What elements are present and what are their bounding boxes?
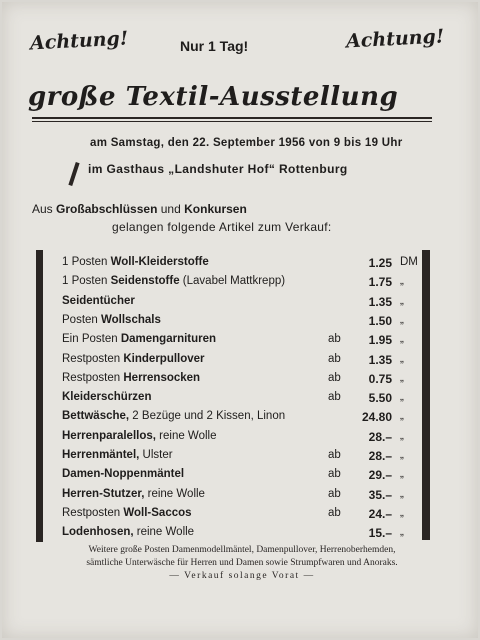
item-price: 1.35	[368, 352, 392, 367]
item-name	[62, 353, 205, 365]
item-pre: Restposten	[62, 352, 124, 365]
item-main: Woll-Saccos	[123, 506, 192, 519]
item-price: 15.–	[368, 526, 392, 541]
item-post: reine Wolle	[144, 487, 205, 500]
item-price-prefix: ab	[328, 352, 341, 365]
headline-underline-2	[32, 121, 432, 122]
item-main: Herrensocken	[123, 371, 201, 384]
item-name	[62, 410, 285, 422]
item-unit: „	[400, 275, 404, 288]
headline: große Textil-Ausstellung	[28, 82, 399, 112]
item-unit: „	[400, 294, 404, 307]
header-right-word: Achtung!	[345, 25, 445, 53]
item-price: 1.50	[368, 313, 392, 328]
item-main: Herrenmäntel,	[62, 449, 140, 461]
price-row	[62, 468, 422, 487]
date-line: am Samstag, den 22. September 1956 von 9 bis 19 Uhr	[90, 137, 403, 149]
item-main: Wollschals	[101, 313, 161, 326]
venue-line	[88, 162, 348, 176]
item-unit: „	[400, 449, 404, 461]
item-post: 2 Bezüge und 2 Kissen, Linon	[129, 410, 286, 423]
price-row	[62, 488, 422, 507]
item-price-prefix: ab	[328, 506, 341, 519]
item-name	[62, 275, 285, 287]
item-unit: „	[400, 371, 404, 384]
item-pre: Posten	[62, 313, 101, 326]
item-unit: „	[400, 487, 404, 500]
price-row	[62, 391, 422, 410]
price-row	[62, 507, 422, 526]
item-price: 1.95	[368, 333, 392, 348]
item-unit: „	[400, 429, 404, 442]
footer-line-1: Weitere große Posten Damenmodellmäntel, Damenpullover, Herrenoberhemden,	[88, 545, 396, 555]
item-pre: Restposten	[62, 506, 124, 519]
item-post: Ulster	[139, 449, 173, 461]
item-main: Woll-Kleiderstoffe	[110, 256, 209, 268]
item-price: 35.–	[368, 487, 392, 502]
item-main: Damengarnituren	[120, 333, 217, 346]
headline-underline-1	[32, 117, 432, 119]
item-name	[62, 507, 192, 519]
item-price-prefix: ab	[328, 391, 341, 404]
price-row	[62, 353, 422, 372]
item-main: Damen-Noppenmäntel	[62, 468, 185, 481]
price-row	[62, 295, 422, 314]
intro-word-aus: Aus	[32, 202, 53, 216]
item-unit: „	[400, 313, 404, 326]
item-name	[62, 430, 216, 442]
item-unit: „	[400, 526, 404, 539]
item-name	[62, 488, 205, 500]
footer-line-3: — Verkauf solange Vorat —	[169, 571, 315, 581]
price-row	[62, 314, 422, 333]
price-row	[62, 275, 422, 294]
item-name	[62, 449, 173, 461]
item-name	[62, 256, 209, 268]
item-price: 1.75	[368, 275, 392, 290]
item-unit: „	[400, 333, 404, 346]
item-main: Bettwäsche,	[62, 410, 130, 423]
hand-mark	[68, 162, 79, 186]
item-pre: Restposten	[62, 371, 124, 384]
item-price: 28.–	[368, 429, 392, 444]
item-post: (Lavabel Mattkrepp)	[179, 275, 286, 288]
item-main: Kinderpullover	[123, 352, 205, 365]
item-price: 28.–	[368, 449, 392, 463]
item-price: 5.50	[368, 391, 392, 406]
price-row	[62, 410, 422, 429]
item-name	[62, 391, 151, 403]
price-row	[62, 256, 422, 275]
item-price: 24.80	[361, 410, 392, 425]
item-price: 0.75	[368, 371, 392, 386]
intro-word-konkursen: Konkursen	[184, 202, 247, 216]
item-unit: DM	[400, 256, 418, 268]
item-main: Lodenhosen,	[62, 526, 134, 539]
item-main: Kleiderschürzen	[62, 391, 152, 404]
item-name	[62, 295, 135, 307]
item-unit: „	[400, 410, 404, 423]
item-unit: „	[400, 506, 404, 519]
left-bar	[36, 250, 43, 542]
header-left-word: Achtung!	[29, 27, 129, 55]
venue-prefix: im Gasthaus	[88, 162, 165, 176]
item-main: Herrenparalellos,	[62, 429, 156, 442]
intro-line-1	[32, 202, 247, 216]
item-price-prefix: ab	[328, 468, 341, 481]
flyer-paper	[2, 2, 478, 638]
item-price-prefix: ab	[328, 371, 341, 384]
item-name	[62, 526, 194, 538]
price-row	[62, 372, 422, 391]
header-center: Nur 1 Tag!	[180, 38, 249, 54]
item-price-prefix: ab	[328, 449, 341, 461]
item-price: 1.25	[368, 256, 392, 270]
item-post: reine Wolle	[155, 429, 217, 442]
item-name	[62, 468, 184, 480]
item-name	[62, 314, 161, 326]
item-name	[62, 333, 216, 345]
price-row	[62, 449, 422, 468]
price-row	[62, 333, 422, 352]
venue-town: Rottenburg	[278, 162, 348, 176]
item-price-prefix: ab	[328, 333, 341, 346]
intro-word-und: und	[160, 202, 181, 216]
item-main: Seidentücher	[62, 294, 135, 307]
intro-word-grossabschluesse: Großabschlüssen	[56, 202, 158, 216]
item-price: 24.–	[368, 506, 392, 521]
item-pre: 1 Posten	[62, 275, 111, 288]
item-price: 1.35	[368, 294, 392, 309]
intro-line-2: gelangen folgende Artikel zum Verkauf:	[112, 220, 332, 234]
item-unit: „	[400, 391, 404, 404]
price-row	[62, 526, 422, 545]
item-pre: Ein Posten	[62, 333, 121, 346]
item-main: Herren-Stutzer,	[62, 487, 145, 500]
item-unit: „	[400, 468, 404, 481]
price-row	[62, 430, 422, 449]
footer-line-2: sämtliche Unterwäsche für Herren und Damen sowie Strumpfwaren und Anoraks.	[86, 558, 398, 568]
item-unit: „	[400, 352, 404, 365]
item-price-prefix: ab	[328, 487, 341, 500]
item-pre: 1 Posten	[62, 256, 111, 268]
item-main: Seidenstoffe	[110, 275, 180, 288]
venue-name: „Landshuter Hof“	[168, 162, 276, 176]
item-price: 29.–	[368, 468, 392, 483]
item-name	[62, 372, 200, 384]
item-post: reine Wolle	[133, 526, 195, 539]
